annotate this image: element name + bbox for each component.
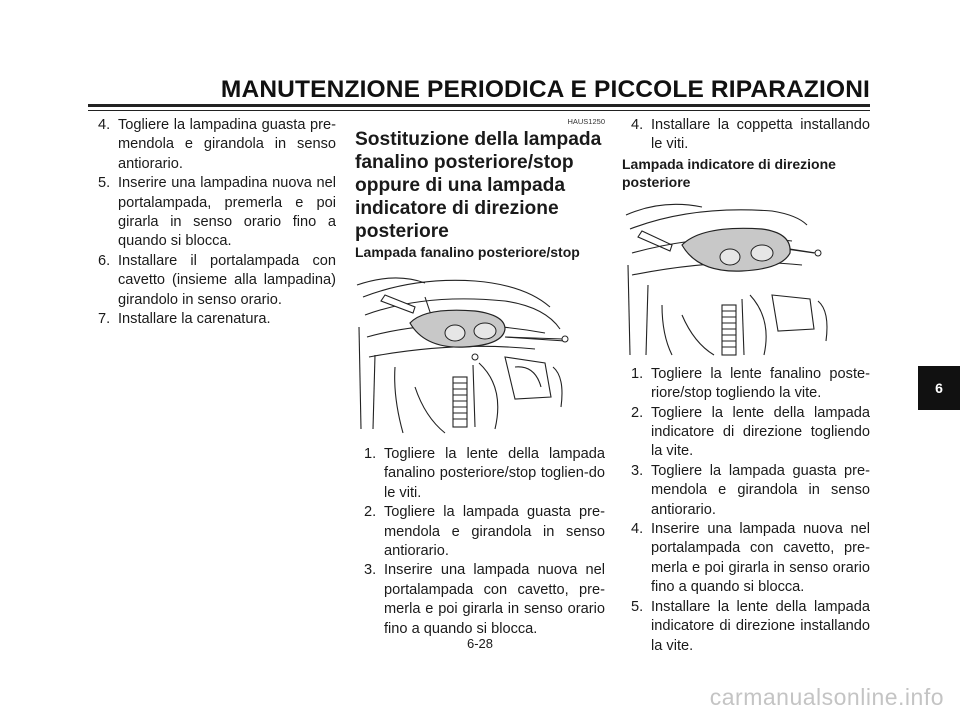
reference-code: HAUS1250 <box>567 117 605 126</box>
tail-light-illustration <box>355 267 605 435</box>
scooter-rear-drawing <box>622 195 870 357</box>
steps-list <box>622 365 870 656</box>
list-item: 5. Inserire una lampadina nuova nel portalampada, premerla e poi girarla in senso orario fino a quando si blocca. <box>98 175 336 250</box>
section-heading: Sostituzione della lampada fanalino posteriore/stop oppure di una lampada indicatore di direzione posteriore <box>355 129 602 242</box>
list-item: 5. Installare la lente della lampada indicatore di direzione installando la vite. <box>631 598 870 654</box>
chapter-tab: 6 <box>918 366 960 410</box>
list-item: 1. Togliere la lente fanalino poste-riore/stop togliendo la vite. <box>631 365 870 402</box>
list-item: 2. Togliere la lente della lampada indicatore di direzione togliendo la vite. <box>631 404 870 460</box>
column-left <box>89 116 336 329</box>
list-item: 4. Inserire una lampada nuova nel portalampada con cavetto, pre-merla e poi girarla in senso orario fino a quando si blocca. <box>631 521 870 596</box>
list-item: 7. Installare la carenatura. <box>98 311 271 328</box>
list-item: 6. Installare il portalampada con cavetto (insieme alla lampadina) girandolo in senso orario. <box>98 252 336 308</box>
steps-list <box>355 445 605 639</box>
steps-list <box>89 116 336 329</box>
scooter-rear-drawing <box>355 267 605 435</box>
list-item: 3. Inserire una lampada nuova nel portalampada con cavetto, pre-merla e poi girarla in senso orario fino a quando si blocca. <box>364 562 605 637</box>
header-rule-thin <box>88 110 870 111</box>
header-rule <box>88 104 870 107</box>
watermark: carmanualsonline.info <box>709 684 944 710</box>
subsection-heading: Lampada indicatore di direzione posteriore <box>622 155 836 190</box>
list-item: 3. Togliere la lampada guasta pre-mendola e girandola in senso antiorario. <box>631 462 870 518</box>
list-item: 4. Togliere la lampadina guasta pre-mendola e girandola in senso antiorario. <box>98 117 336 172</box>
column-middle <box>355 117 605 639</box>
list-item: 4. Installare la coppetta installando le viti. <box>631 117 870 153</box>
subsection-heading: Lampada fanalino posteriore/stop <box>355 244 580 260</box>
page-number: 6-28 <box>466 636 494 651</box>
list-item: 2. Togliere la lampada guasta pre-mendola e girandola in senso antiorario. <box>364 504 605 560</box>
list-item: 1. Togliere la lente della lampada fanalino posteriore/stop toglien-do le viti. <box>364 446 605 501</box>
steps-list <box>622 116 870 155</box>
turn-signal-illustration <box>622 195 870 357</box>
column-right <box>622 116 870 656</box>
section-title: MANUTENZIONE PERIODICA E PICCOLE RIPARAZIONI <box>220 76 870 103</box>
